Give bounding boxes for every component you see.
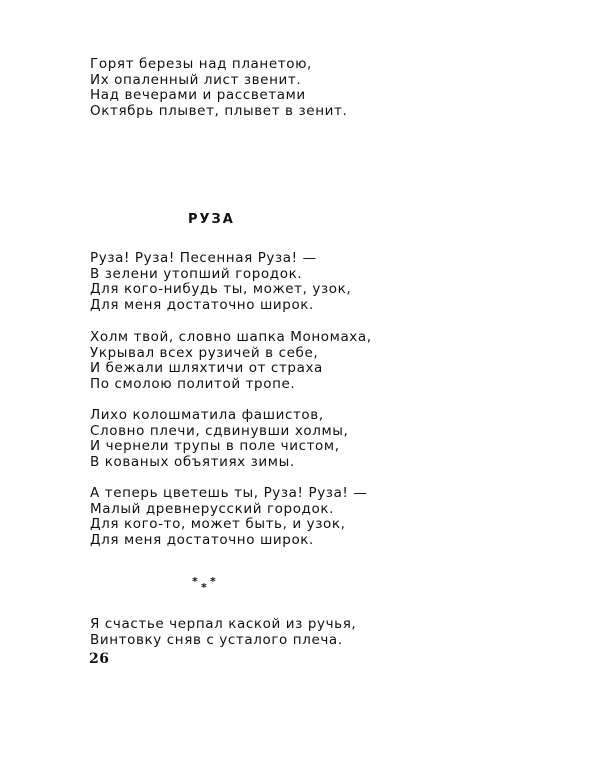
poem-line: Для меня достаточно широк. xyxy=(90,296,314,313)
poem-line: Лихо колошматила фашистов, xyxy=(90,407,324,423)
poem-line: В зелени утопший городок. xyxy=(90,265,303,282)
poem-line: Для кого-то, может быть, и узок, xyxy=(90,516,346,533)
poem-line: Для меня достаточно широк. xyxy=(90,531,314,548)
asterisk-glyph: * xyxy=(210,575,216,588)
poem-line: И бежали шляхтичи от страха xyxy=(90,360,323,377)
poem-stanza-3 xyxy=(90,408,348,470)
poem-line: Для кого-нибудь ты, может, узок, xyxy=(90,281,352,298)
poem-line: Малый древнерусский городок. xyxy=(90,500,334,517)
next-poem-beginning xyxy=(90,617,356,648)
page-number: 26 xyxy=(89,651,110,667)
poem-line: И чернели трупы в поле чистом, xyxy=(90,438,340,455)
poem-line: Октябрь плывет, плывет в зенит. xyxy=(90,102,348,119)
poem-line: Винтовку сняв с усталого плеча. xyxy=(90,631,343,648)
poem-stanza-1 xyxy=(90,251,351,313)
poem-line: Холм твой, словно шапка Мономаха, xyxy=(90,329,372,345)
poem-line: Укрывал всех рузичей в себе, xyxy=(90,344,319,361)
poem-line: Я счастье черпал каской из ручья, xyxy=(90,616,357,632)
poem-line: Руза! Руза! Песенная Руза! — xyxy=(90,250,317,266)
poem-line: А теперь цветешь ты, Руза! Руза! — xyxy=(90,485,368,501)
poem-title: РУЗА xyxy=(188,212,235,227)
poem-line: В кованых объятиях зимы. xyxy=(90,453,295,470)
previous-poem-ending xyxy=(90,57,347,119)
poem-line: Словно плечи, сдвинувши холмы, xyxy=(90,422,349,439)
asterisk-glyph: * xyxy=(201,581,207,594)
poem-line: Горят березы над планетою, xyxy=(90,56,312,72)
poem-line: Их опаленный лист звенит. xyxy=(90,71,302,88)
poem-stanza-4 xyxy=(90,486,367,548)
poem-stanza-2 xyxy=(90,330,372,392)
poem-line: Над вечерами и рассветами xyxy=(90,87,306,104)
asterisk-glyph: * xyxy=(192,575,198,588)
poem-line: По смолою политой тропе. xyxy=(90,375,296,392)
asterism-separator xyxy=(192,574,222,594)
